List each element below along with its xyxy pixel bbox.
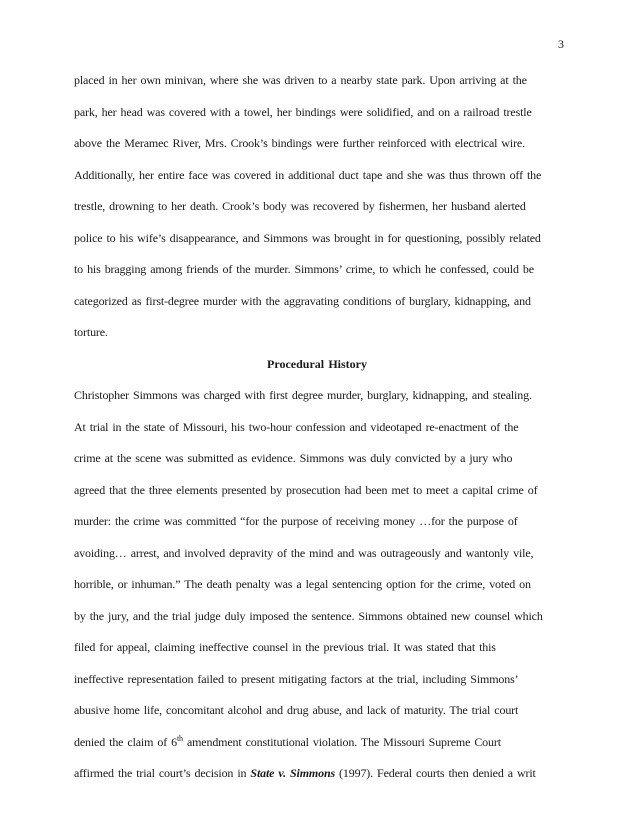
text-line: above the Meramec River, Mrs. Crook’s bindings were further reinforced with electrical wire.: [74, 136, 525, 150]
text-line: categorized as first-degree murder with the aggravating conditions of burglary, kidnapping, and: [74, 293, 531, 308]
text-line: to his bragging among friends of the murder. Simmons’ crime, to which he confessed, could be: [74, 262, 534, 276]
text-line: police to his wife’s disappearance, and Simmons was brought in for questioning, possibly related: [74, 230, 541, 245]
text-line: filed for appeal, claiming ineffective counsel in the previous trial. It was stated that this: [74, 640, 496, 654]
text-line-with-case-citation: [74, 765, 560, 781]
text-line: Christopher Simmons was charged with first degree murder, burglary, kidnapping, and stealing.: [74, 388, 532, 402]
text-line: torture.: [74, 325, 108, 339]
section-heading: Procedural History: [267, 356, 367, 371]
case-citation: State v. Simmons: [250, 766, 335, 780]
text-line: by the jury, and the trial judge duly imposed the sentence. Simmons obtained new counsel which: [74, 608, 543, 623]
ordinal-superscript: th: [176, 733, 183, 743]
text-line: avoiding… arrest, and involved depravity of the mind and was outrageously and wantonly vile,: [74, 545, 534, 560]
text-fragment: affirmed the trial court’s decision in: [74, 766, 251, 780]
text-line: agreed that the three elements presented by prosecution had been met to meet a capital crime of: [74, 482, 538, 497]
body-text: [74, 72, 560, 797]
page-number: 3: [558, 37, 564, 51]
text-line: ineffective representation failed to present mitigating factors at the trial, including Simmons’: [74, 671, 519, 686]
text-line: murder: the crime was committed “for the purpose of receiving money …for the purpose of: [74, 514, 518, 528]
text-fragment: amendment constitutional violation. The Missouri Supreme Court: [182, 734, 501, 749]
text-line: Additionally, her entire face was covered in additional duct tape and she was thus thrown off the: [74, 167, 542, 182]
text-fragment: denied the claim of 6: [74, 734, 177, 749]
text-line: placed in her own minivan, where she was driven to a nearby state park. Upon arriving at the: [74, 73, 527, 87]
text-line: horrible, or inhuman.” The death penalty was a legal sentencing option for the crime, voted on: [74, 577, 531, 591]
text-fragment: (1997). Federal courts then denied a writ: [335, 766, 536, 780]
text-line: At trial in the state of Missouri, his two-hour confession and videotaped re-enactment of the: [74, 419, 519, 434]
text-line: crime at the scene was submitted as evidence. Simmons was duly convicted by a jury who: [74, 451, 513, 465]
text-line: abusive home life, concomitant alcohol and drug abuse, and lack of maturity. The trial court: [74, 703, 519, 717]
text-line-with-superscript: [74, 734, 560, 750]
text-line: park, her head was covered with a towel, her bindings were solidified, and on a railroad trestle: [74, 104, 532, 119]
text-line: trestle, drowning to her death. Crook’s body was recovered by fishermen, her husband alerted: [74, 199, 526, 213]
